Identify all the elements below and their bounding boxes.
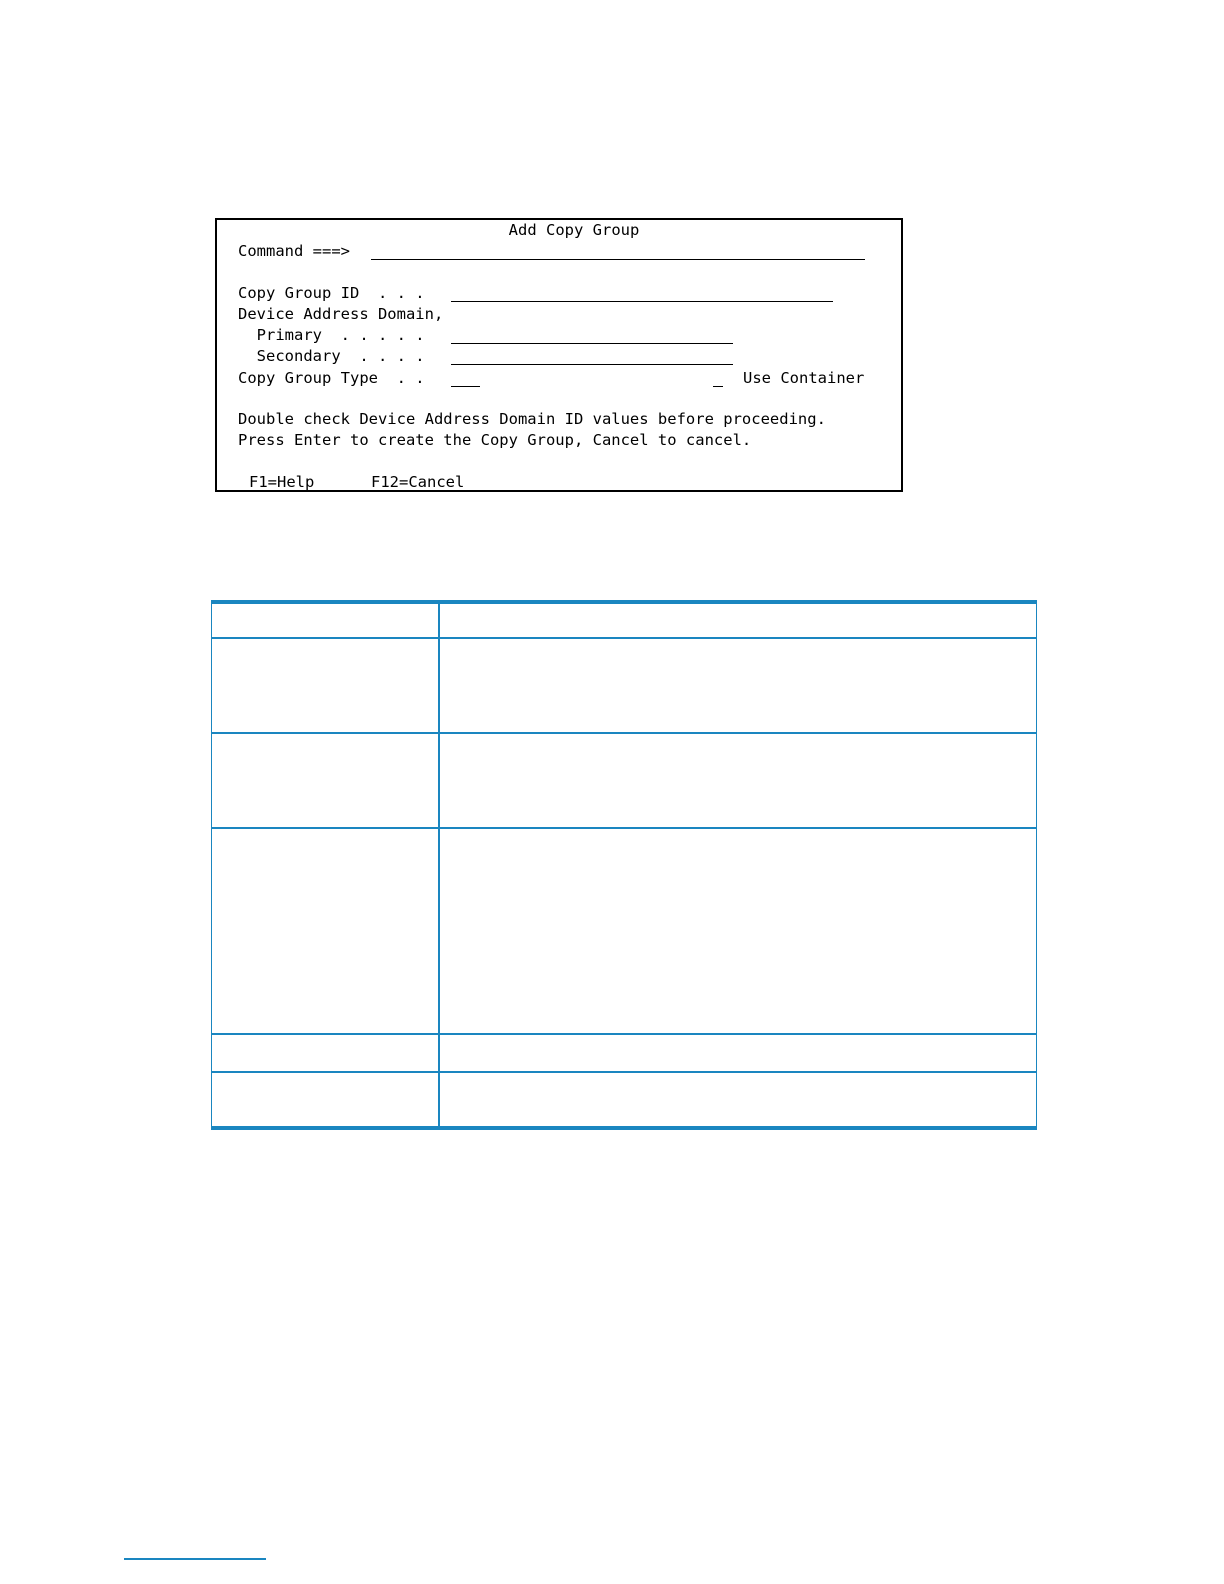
copy-group-type-label: Copy Group Type . .: [238, 369, 425, 387]
copy-group-type-input[interactable]: [451, 370, 480, 387]
message-line-1: Double check Device Address Domain ID values before proceeding.: [238, 410, 826, 428]
use-container-input[interactable]: [713, 370, 723, 387]
f12-cancel-key[interactable]: F12=Cancel: [371, 473, 465, 491]
primary-domain-input[interactable]: [451, 327, 733, 344]
column-divider: [438, 604, 440, 1126]
footnote-rule: [124, 1558, 266, 1560]
secondary-domain-input[interactable]: [451, 348, 733, 365]
panel-title: Add Copy Group: [508, 221, 640, 239]
description-table: [211, 600, 1037, 1130]
message-line-2: Press Enter to create the Copy Group, Cancel to cancel.: [238, 431, 752, 449]
header-rule: [212, 637, 1036, 639]
f1-help-key[interactable]: F1=Help: [249, 473, 315, 491]
device-address-domain-label: Device Address Domain,: [238, 305, 444, 323]
row-divider: [212, 732, 1036, 734]
add-copy-group-panel: [215, 218, 903, 492]
row-divider: [212, 1033, 1036, 1035]
command-input[interactable]: [371, 243, 865, 260]
use-container-label: Use Container: [743, 369, 865, 387]
command-label: Command ===>: [238, 242, 350, 260]
row-divider: [212, 827, 1036, 829]
copy-group-id-input[interactable]: [451, 285, 833, 302]
primary-label: Primary . . . . .: [238, 326, 425, 344]
secondary-label: Secondary . . . .: [238, 347, 425, 365]
copy-group-id-label: Copy Group ID . . .: [238, 284, 425, 302]
row-divider: [212, 1071, 1036, 1073]
